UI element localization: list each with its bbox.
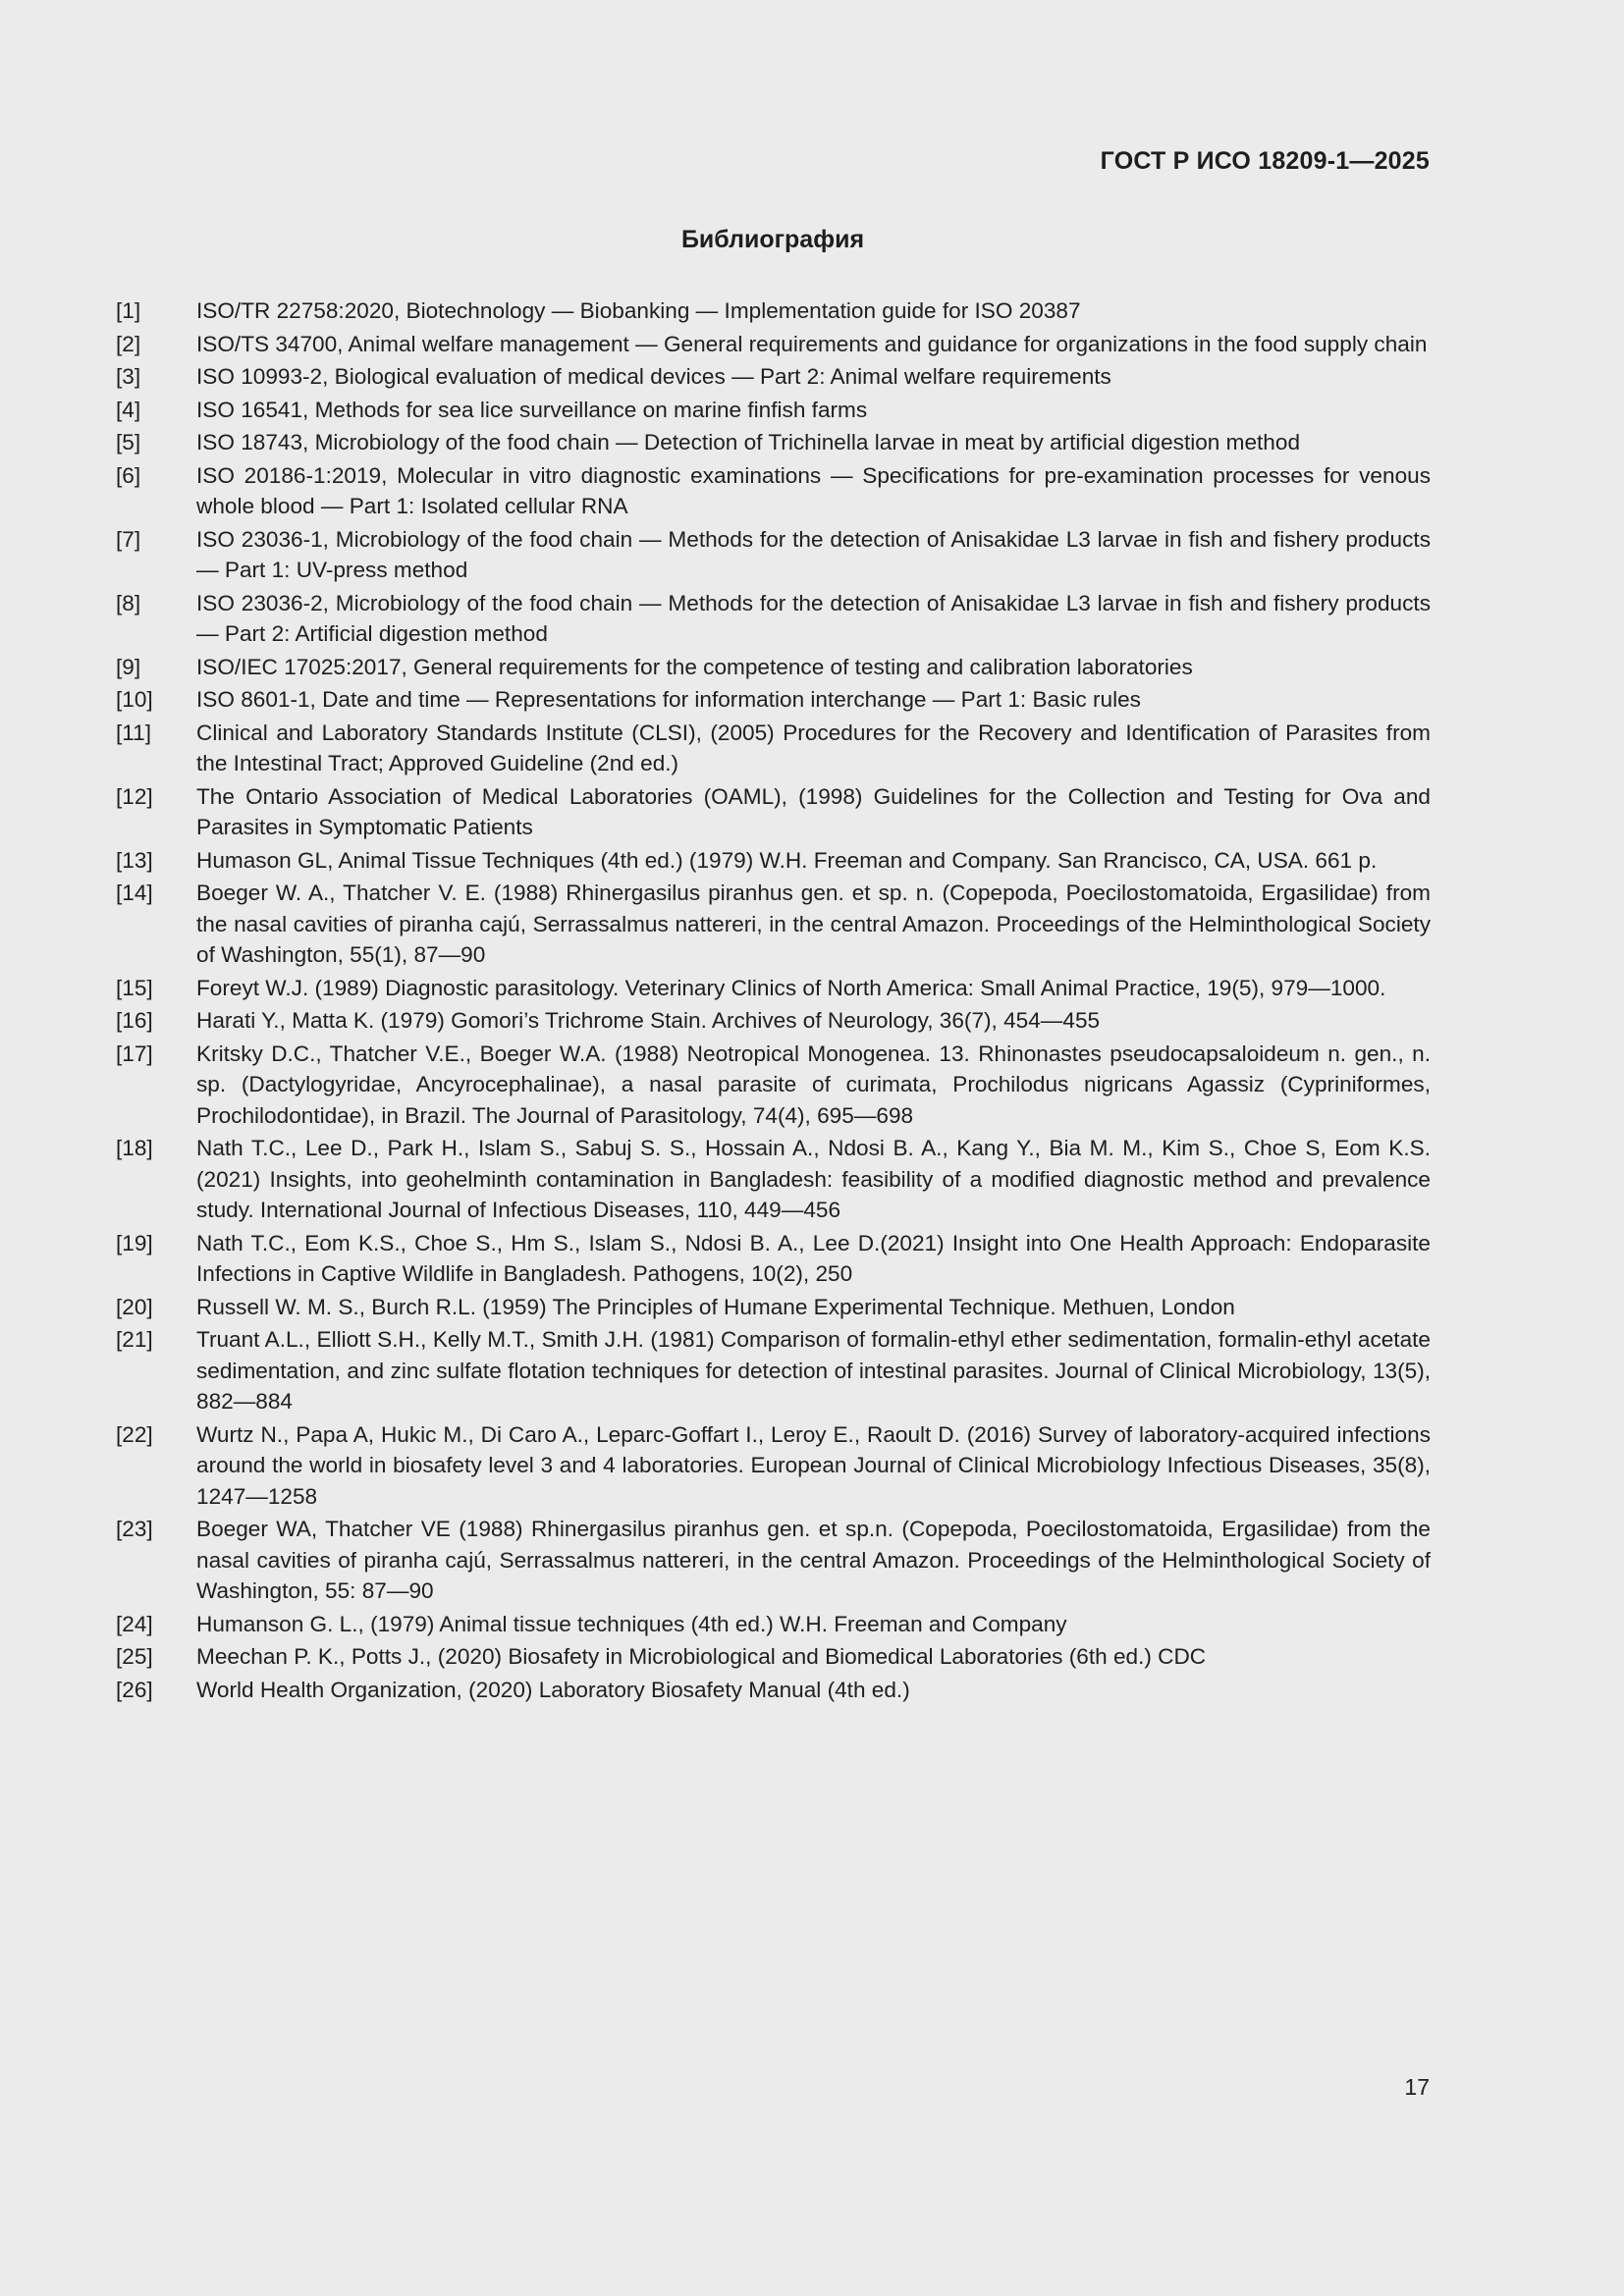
reference-text: World Health Organization, (2020) Laboratory Biosafety Manual (4th ed.) (196, 1677, 910, 1702)
bibliography-entry (116, 295, 1431, 327)
bibliography-entry (116, 427, 1431, 458)
reference-number: [8] (116, 590, 141, 615)
reference-text: Humason GL, Animal Tissue Techniques (4th ed.) (1979) W.H. Freeman and Company. San Rrancisco, CA, USA. 661 p. (196, 847, 1378, 873)
reference-text: Humanson G. L., (1979) Animal tissue techniques (4th ed.) W.H. Freeman and Company (196, 1611, 1067, 1636)
bibliography-entry (116, 460, 1431, 522)
reference-text: ISO 23036-2, Microbiology of the food chain — Methods for the detection of Anisakidae L3 larvae in fish and fishery products — Part 2: Artificial digestion method (196, 590, 1431, 646)
reference-text: ISO 10993-2, Biological evaluation of medical devices — Part 2: Animal welfare requirements (196, 364, 1111, 389)
bibliography-entry (116, 781, 1431, 843)
reference-number: [23] (116, 1517, 153, 1541)
bibliography-entry (116, 1292, 1431, 1323)
reference-text: ISO 16541, Methods for sea lice surveillance on marine finfish farms (196, 397, 868, 422)
bibliography-entry (116, 845, 1431, 877)
bibliography-entry (116, 1675, 1431, 1706)
reference-number: [3] (116, 364, 141, 389)
reference-number: [1] (116, 298, 141, 323)
reference-text: Nath T.C., Eom K.S., Choe S., Hm S., Islam S., Ndosi B. A., Lee D.(2021) Insight into One Health Approach: Endoparasite Infections in Captive Wildlife in Bangladesh. Pathogens, 10(2), 250 (196, 1230, 1431, 1286)
bibliography-entry (116, 329, 1431, 360)
reference-number: [19] (116, 1230, 153, 1255)
bibliography-entry (116, 1005, 1431, 1037)
bibliography-entry (116, 1228, 1431, 1290)
reference-text: ISO/TS 34700, Animal welfare management — General requirements and guidance for organizations in the food supply chain (196, 331, 1428, 356)
bibliography-entry (116, 1609, 1431, 1640)
reference-text: Nath T.C., Lee D., Park H., Islam S., Sabuj S. S., Hossain A., Ndosi B. A., Kang Y., Bia M. M., Kim S., Choe S, Eom K.S. (2021) Insights, into geohelminth contamination in Bangladesh: feasibility of a modified diagnostic method and prevalence study. International Journal of Infectious Diseases, 110, 449—456 (196, 1136, 1431, 1222)
reference-text: ISO 18743, Microbiology of the food chain — Detection of Trichinella larvae in meat by artificial digestion method (196, 430, 1301, 454)
bibliography-entry (116, 878, 1431, 971)
reference-number: [16] (116, 1008, 153, 1033)
page-number: 17 (1404, 2074, 1430, 2100)
reference-text: Clinical and Laboratory Standards Institute (CLSI), (2005) Procedures for the Recovery and Identification of Parasites from the Intestinal Tract; Approved Guideline (2nd ed.) (196, 720, 1431, 775)
bibliography-entry (116, 361, 1431, 393)
bibliography-entry (116, 1324, 1431, 1417)
reference-number: [12] (116, 783, 153, 809)
section-title: Библиография (680, 226, 865, 253)
bibliography-entry (116, 973, 1431, 1004)
reference-number: [24] (116, 1611, 153, 1636)
bibliography-entry (116, 652, 1431, 683)
reference-text: Meechan P. K., Potts J., (2020) Biosafety in Microbiological and Biomedical Laboratories (6th ed.) CDC (196, 1644, 1207, 1669)
bibliography-entry (116, 524, 1431, 586)
bibliography-entry (116, 718, 1431, 779)
reference-text: ISO 23036-1, Microbiology of the food chain — Methods for the detection of Anisakidae L3 larvae in fish and fishery products — Part 1: UV-press method (196, 526, 1431, 582)
bibliography-entry (116, 1039, 1431, 1132)
reference-number: [11] (116, 720, 152, 745)
bibliography-entry (116, 1514, 1431, 1607)
reference-text: Boeger W. A., Thatcher V. E. (1988) Rhinergasilus piranhus gen. et sp. n. (Copepoda, Poecilostomatoida, Ergasilidae) from the nasal cavities of piranha cajú, Serrassalmus nattereri, in the central Amazon. Proceedings of the Helminthological Society of Washington, 55(1), 87—90 (196, 881, 1431, 967)
reference-number: [17] (116, 1041, 153, 1066)
bibliography-entry (116, 395, 1431, 426)
reference-text: ISO/TR 22758:2020, Biotechnology — Biobanking — Implementation guide for ISO 20387 (196, 298, 1081, 323)
reference-number: [21] (116, 1327, 153, 1352)
bibliography-entry (116, 1133, 1431, 1226)
reference-text: Boeger WA, Thatcher VE (1988) Rhinergasilus piranhus gen. et sp.n. (Copepoda, Poecilostomatoida, Ergasilidae) from the nasal cavities of piranha cajú, Serrassalmus nattereri, in the central Amazon. Proceedings of the Helminthological Society of Washington, 55: 87—90 (196, 1517, 1431, 1603)
reference-number: [2] (116, 331, 141, 356)
reference-number: [15] (116, 975, 153, 1000)
document-code: ГОСТ Р ИСО 18209-1—2025 (1100, 147, 1430, 175)
reference-text: Truant A.L., Elliott S.H., Kelly M.T., Smith J.H. (1981) Comparison of formalin-ethyl ether sedimentation, formalin-ethyl acetate sedimentation, and zinc sulfate flotation techniques for detection of intestinal parasites. Journal of Clinical Microbiology, 13(5), 882—884 (196, 1327, 1431, 1414)
reference-number: [4] (116, 397, 141, 422)
reference-number: [14] (116, 881, 153, 905)
reference-number: [26] (116, 1677, 153, 1702)
reference-text: Wurtz N., Papa A, Hukic M., Di Caro A., Leparc-Goffart I., Leroy E., Raoult D. (2016) Survey of laboratory-acquired infections around the world in biosafety level 3 and 4 laboratories. European Journal of Clinical Microbiology Infectious Diseases, 35(8), 1247—1258 (196, 1421, 1431, 1509)
reference-number: [22] (116, 1421, 153, 1447)
reference-text: The Ontario Association of Medical Laboratories (OAML), (1998) Guidelines for the Collection and Testing for Ova and Parasites in Symptomatic Patients (196, 783, 1431, 839)
reference-text: ISO/IEC 17025:2017, General requirements for the competence of testing and calibration laboratories (196, 654, 1193, 679)
reference-number: [10] (116, 687, 153, 712)
reference-text: ISO 8601-1, Date and time — Representations for information interchange — Part 1: Basic rules (196, 687, 1141, 712)
bibliography-list (116, 295, 1431, 1707)
reference-number: [18] (116, 1136, 153, 1160)
bibliography-entry (116, 1419, 1431, 1513)
reference-text: Russell W. M. S., Burch R.L. (1959) The Principles of Humane Experimental Technique. Methuen, London (196, 1294, 1235, 1319)
reference-text: ISO 20186-1:2019, Molecular in vitro diagnostic examinations — Specifications for pre-examination processes for venous whole blood — Part 1: Isolated cellular RNA (196, 462, 1431, 518)
bibliography-entry (116, 684, 1431, 716)
reference-text: Harati Y., Matta K. (1979) Gomori’s Trichrome Stain. Archives of Neurology, 36(7), 454—455 (196, 1008, 1101, 1033)
reference-number: [7] (116, 526, 141, 552)
reference-number: [5] (116, 430, 141, 454)
reference-number: [20] (116, 1294, 153, 1319)
reference-number: [13] (116, 847, 153, 873)
reference-text: Foreyt W.J. (1989) Diagnostic parasitology. Veterinary Clinics of North America: Small Animal Practice, 19(5), 979—1000. (196, 975, 1386, 1000)
reference-text: Kritsky D.C., Thatcher V.E., Boeger W.A. (1988) Neotropical Monogenea. 13. Rhinonastes pseudocapsaloideum n. gen., n. sp. (Dactylogyridae, Ancyrocephalinae), a nasal parasite of curimata, Prochilodus nigricans Agassiz (Cypriniformes, Prochilodontidae), in Brazil. The Journal of Parasitology, 74(4), 695—698 (196, 1041, 1431, 1128)
reference-number: [25] (116, 1644, 153, 1669)
bibliography-entry (116, 1641, 1431, 1673)
bibliography-entry (116, 588, 1431, 650)
reference-number: [9] (116, 654, 141, 679)
reference-number: [6] (116, 462, 141, 488)
